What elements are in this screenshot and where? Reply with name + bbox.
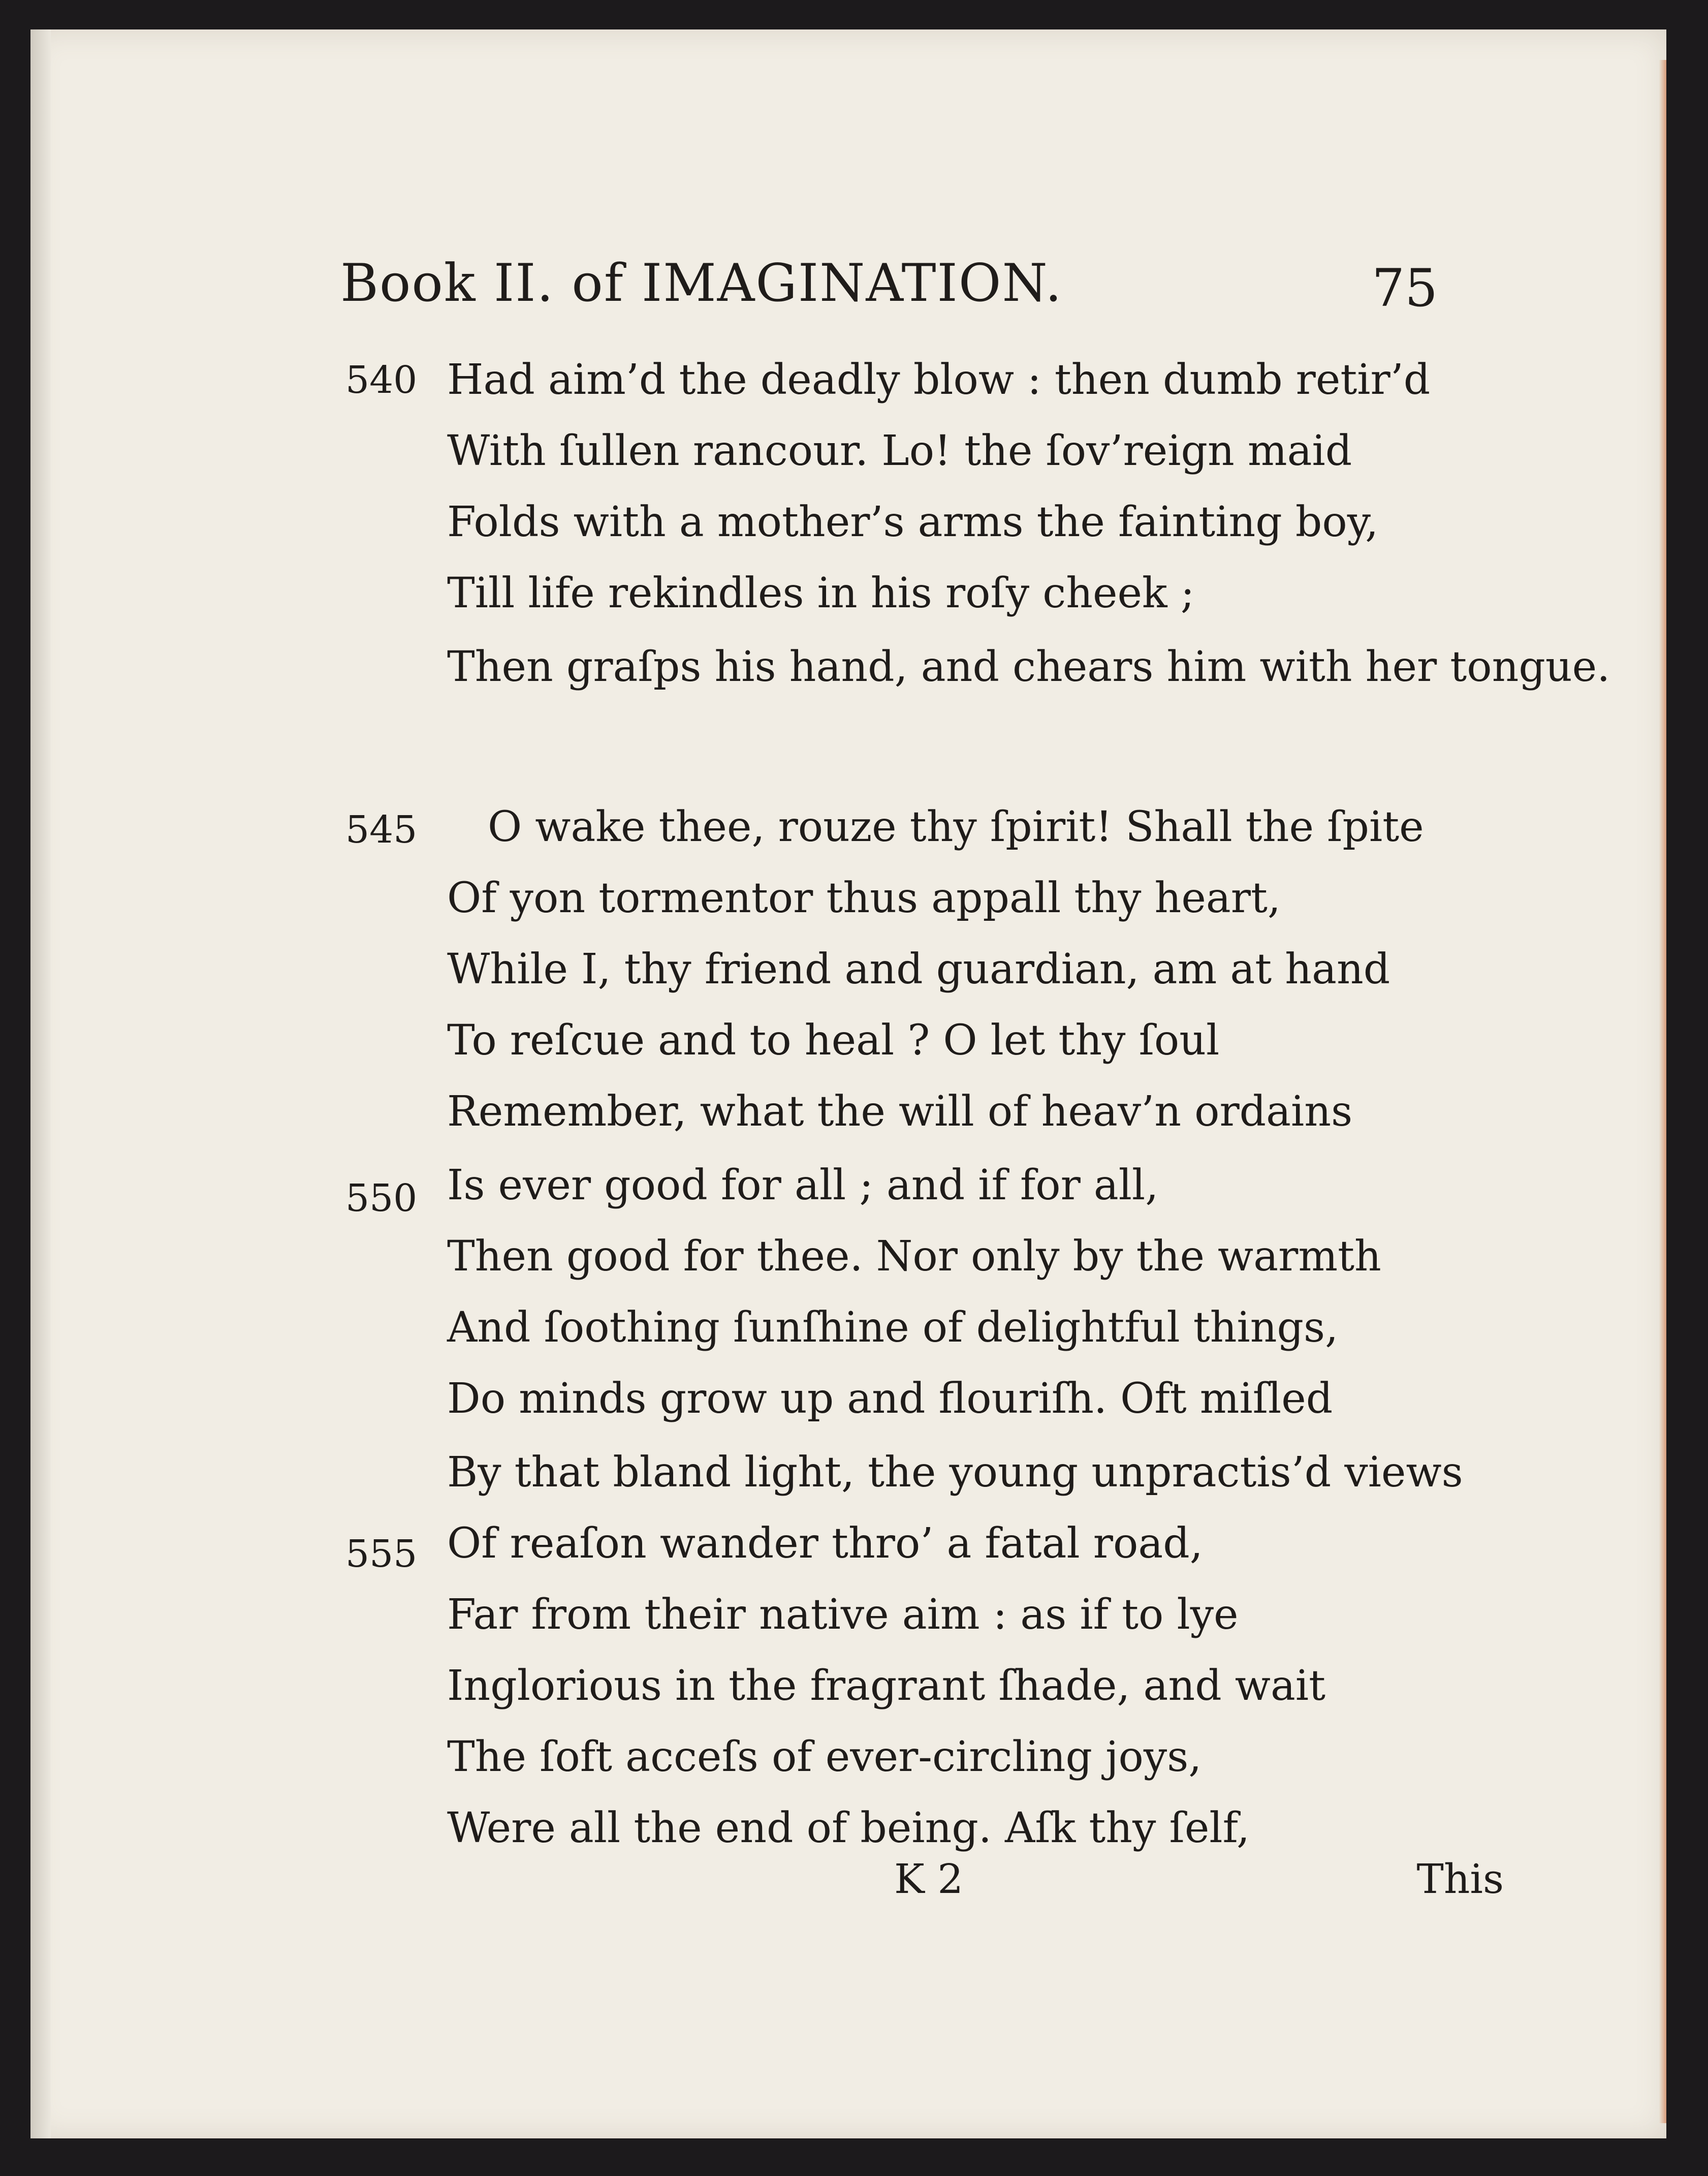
verse-line: Of reaſon wander thro’ a fatal road,: [447, 1519, 1203, 1568]
line-number-540: 540: [345, 358, 418, 402]
verse-line: Then good for thee. Nor only by the warmth: [447, 1232, 1381, 1281]
verse-line: Is ever good for all ; and if for all,: [447, 1161, 1159, 1209]
catchword: This: [1416, 1855, 1504, 1903]
verse-line: The ſoft acceſs of ever-circling joys,: [447, 1733, 1202, 1781]
verse-line: Inglorious in the fragrant ſhade, and wait: [447, 1662, 1326, 1710]
verse-line: Had aim’d the deadly blow : then dumb retir’d: [447, 356, 1431, 404]
verse-line: Of yon tormentor thus appall thy heart,: [447, 874, 1281, 922]
verse-line: Folds with a mother’s arms the fainting boy,: [447, 498, 1379, 546]
signature-mark: K 2: [894, 1855, 964, 1903]
verse-line: Far from their native aim : as if to lye: [447, 1591, 1239, 1639]
verse-line: While I, thy friend and guardian, am at hand: [447, 945, 1390, 993]
verse-line: By that bland light, the young unpractis’d views: [447, 1448, 1463, 1497]
running-head: Book II. of IMAGINATION.: [340, 253, 1063, 314]
line-number-545: 545: [345, 808, 418, 852]
line-number-550: 550: [345, 1176, 418, 1220]
verse-line: Were all the end of being. Aſk thy ſelf,: [447, 1804, 1250, 1852]
page-gutter: [30, 29, 51, 2138]
verse-line: O wake thee, rouze thy ſpirit! Shall the ſpite: [488, 803, 1424, 851]
verse-line: And ſoothing ſunſhine of delightful things,: [447, 1303, 1339, 1352]
page-number: 75: [1372, 258, 1438, 319]
verse-line: Then graſps his hand, and chears him with her tongue.: [447, 643, 1610, 691]
verse-line: To reſcue and to heal ? O let thy ſoul: [447, 1016, 1220, 1065]
verse-line: Till life rekindles in his roſy cheek ;: [447, 569, 1195, 617]
verse-line: With ſullen rancour. Lo! the ſov’reign maid: [447, 427, 1352, 475]
verse-line: Do minds grow up and flouriſh. Oft miſled: [447, 1375, 1333, 1423]
book-page: [30, 29, 1666, 2138]
page-edge: [1659, 60, 1666, 2123]
verse-line: Remember, what the will of heav’n ordains: [447, 1087, 1353, 1136]
line-number-555: 555: [345, 1532, 418, 1576]
